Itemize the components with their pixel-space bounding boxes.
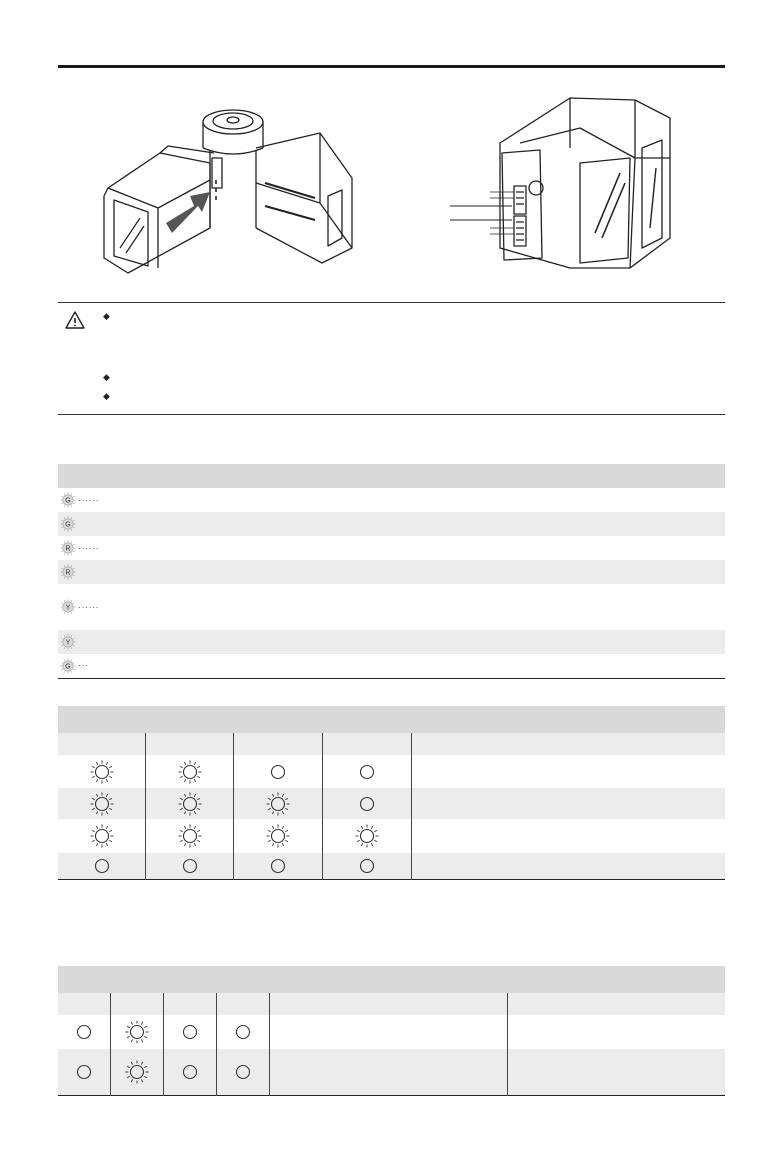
status-desc xyxy=(118,512,725,536)
status-desc xyxy=(118,584,725,630)
led-on-icon xyxy=(124,1023,150,1040)
protection-desc xyxy=(508,1049,726,1095)
level-row xyxy=(58,755,725,788)
led-off-icon xyxy=(71,1023,97,1040)
level-col-header xyxy=(412,733,726,755)
level-table-caption xyxy=(58,706,725,733)
led-on-icon xyxy=(89,827,115,844)
led-off-icon xyxy=(230,1023,256,1040)
level-desc xyxy=(412,853,726,880)
level-row xyxy=(58,853,725,880)
status-table-header xyxy=(58,464,725,488)
led-on-icon xyxy=(89,763,115,780)
led-yellow-icon xyxy=(60,634,76,650)
led-on-icon xyxy=(177,795,203,812)
led-on-icon xyxy=(177,827,203,844)
status-desc xyxy=(118,630,725,654)
protection-col-header xyxy=(58,993,111,1015)
status-desc xyxy=(118,488,725,512)
level-desc xyxy=(412,755,726,788)
level-desc xyxy=(412,819,726,853)
protection-col-header xyxy=(111,993,164,1015)
led-on-icon xyxy=(265,827,291,844)
protection-col-header xyxy=(164,993,217,1015)
status-desc xyxy=(118,536,725,560)
led-off-icon xyxy=(354,763,380,780)
led-green-icon xyxy=(60,516,76,532)
led-green-icon xyxy=(60,492,76,508)
led-on-icon xyxy=(177,763,203,780)
led-off-icon xyxy=(354,857,380,874)
battery-ports-illustration xyxy=(430,88,700,283)
protection-table xyxy=(58,966,725,1096)
svg-text:G: G xyxy=(65,663,71,671)
led-green-icon xyxy=(60,658,76,674)
warning-triangle-icon xyxy=(64,310,86,330)
protection-row xyxy=(58,1049,725,1095)
led-yellow-icon xyxy=(60,599,76,615)
protection-row xyxy=(58,1015,725,1049)
level-col-header xyxy=(234,733,323,755)
notice-bullet-1: ◆ xyxy=(103,311,110,321)
led-off-icon xyxy=(265,763,291,780)
led-on-icon xyxy=(354,827,380,844)
led-off-icon xyxy=(230,1063,256,1080)
protection-col-header xyxy=(508,993,726,1015)
notice-bullet-2: ◆ xyxy=(103,372,110,382)
level-row xyxy=(58,788,725,819)
led-on-icon xyxy=(265,795,291,812)
led-off-icon xyxy=(89,857,115,874)
status-desc xyxy=(118,654,725,678)
protection-item xyxy=(270,1015,508,1049)
svg-text:Y: Y xyxy=(65,604,71,612)
level-col-header xyxy=(323,733,412,755)
status-desc xyxy=(118,560,725,584)
level-row xyxy=(58,819,725,853)
notice-bullet-3: ◆ xyxy=(103,391,110,401)
svg-text:G: G xyxy=(65,521,71,529)
led-off-icon xyxy=(265,857,291,874)
led-on-icon xyxy=(89,795,115,812)
led-red-icon xyxy=(60,540,76,556)
level-col-header xyxy=(58,733,146,755)
battery-level-table xyxy=(58,706,725,880)
protection-col-header xyxy=(217,993,270,1015)
level-desc xyxy=(412,788,726,819)
notice-bottom-rule xyxy=(58,414,725,415)
led-off-icon xyxy=(177,1063,203,1080)
svg-text:R: R xyxy=(65,569,71,577)
led-off-icon xyxy=(354,795,380,812)
protection-desc xyxy=(508,1015,726,1049)
blink-indicator: ······ xyxy=(78,601,99,612)
led-off-icon xyxy=(177,1023,203,1040)
led-off-icon xyxy=(71,1063,97,1080)
svg-text:G: G xyxy=(65,497,71,505)
svg-text:R: R xyxy=(65,545,71,553)
protection-table-caption xyxy=(58,966,725,993)
protection-item xyxy=(270,1049,508,1095)
battery-insertion-illustration xyxy=(90,88,360,283)
protection-col-header xyxy=(270,993,508,1015)
status-table xyxy=(58,464,725,679)
led-red-icon xyxy=(60,564,76,580)
level-col-header xyxy=(146,733,234,755)
svg-text:Y: Y xyxy=(65,639,71,647)
blink-indicator: ··· xyxy=(78,660,89,671)
led-on-icon xyxy=(124,1063,150,1080)
header-rule xyxy=(58,65,725,68)
blink-indicator: ······ xyxy=(78,542,99,553)
notice-top-rule xyxy=(58,302,725,303)
blink-indicator: ······ xyxy=(78,494,99,505)
led-off-icon xyxy=(177,857,203,874)
